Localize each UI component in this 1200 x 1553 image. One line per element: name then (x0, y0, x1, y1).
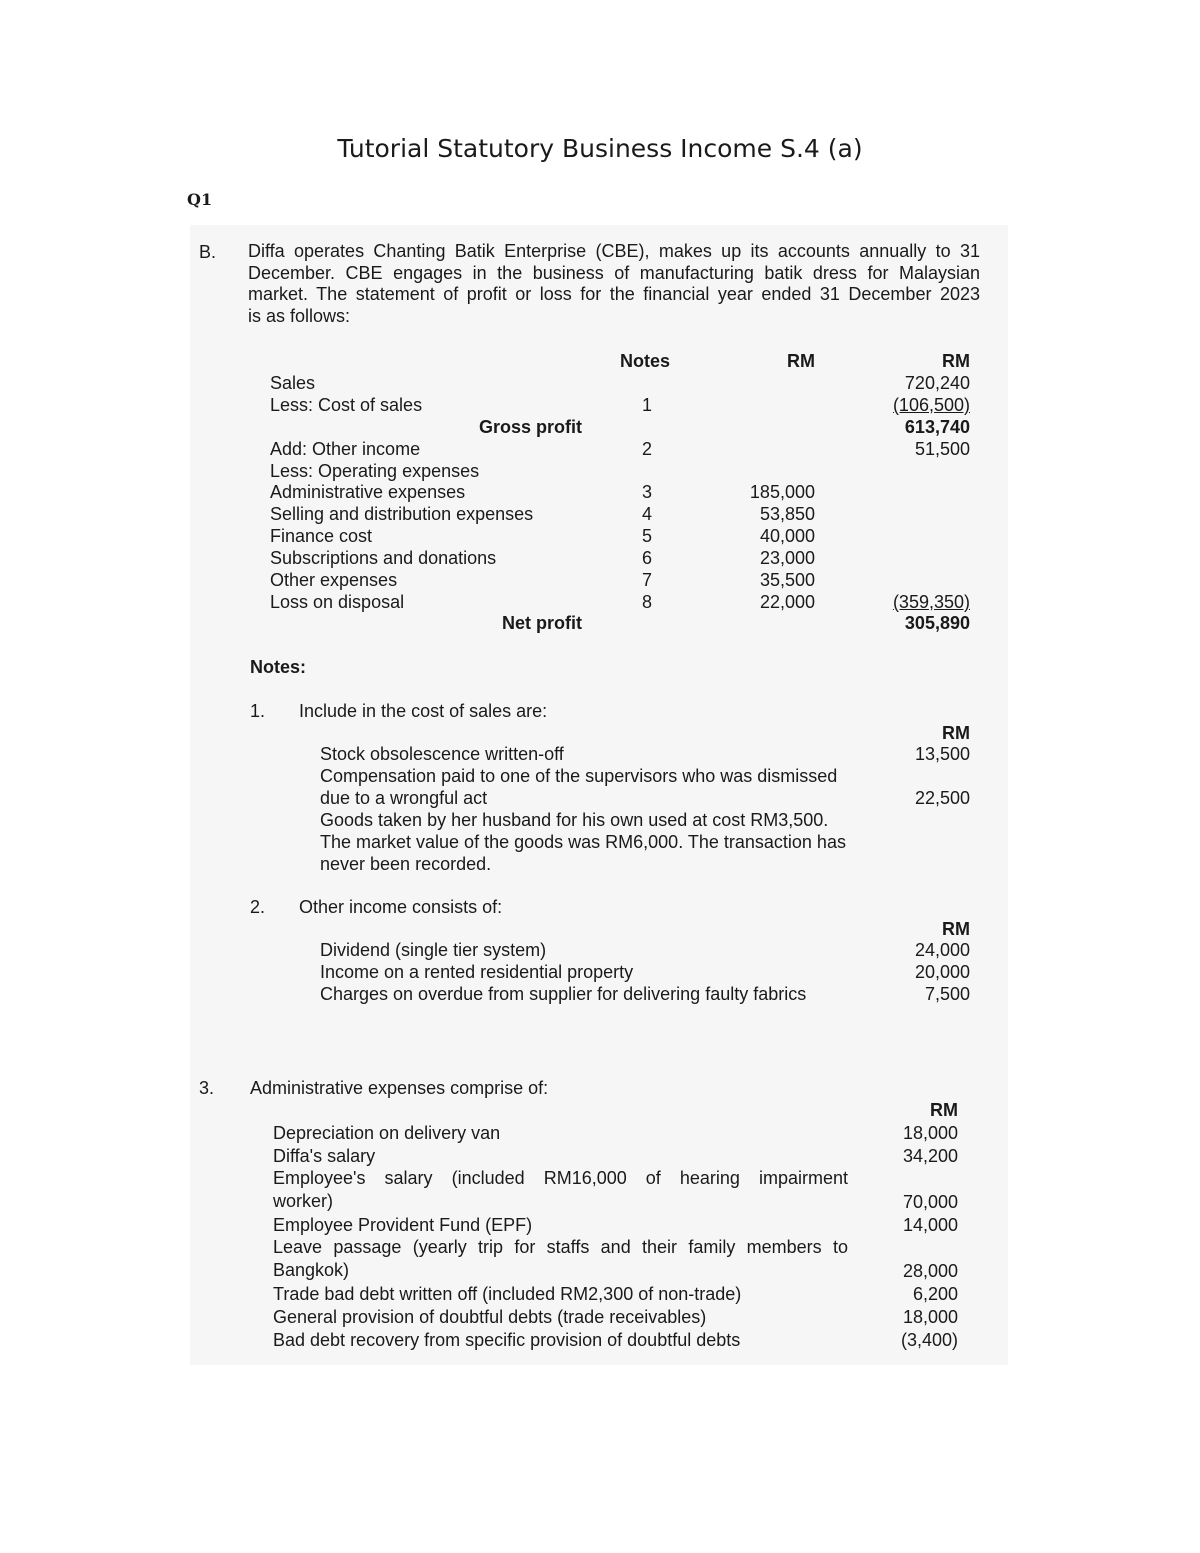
note-item-amount: 13,500 (914, 744, 970, 764)
statement-row-label: Sales (270, 373, 316, 393)
statement-row-amount: (106,500) (892, 395, 970, 415)
statement-row-note: 1 (642, 395, 653, 415)
note-item-line: Leave passage (yearly trip for staffs and their family members to (273, 1237, 848, 1257)
section-letter: B. (199, 242, 217, 262)
statement-row-label: Loss on disposal (270, 592, 405, 612)
rm-column-header: RM (942, 919, 970, 939)
note-item-amount: 28,000 (902, 1261, 958, 1281)
note-item-label: Employee Provident Fund (EPF) (273, 1215, 533, 1235)
note-item-label: The market value of the goods was RM6,000. The transaction has (320, 832, 846, 852)
intro-line: is as follows: (248, 305, 351, 326)
note-item-label: Charges on overdue from supplier for delivering faulty fabrics (320, 984, 807, 1004)
statement-row-note: 3 (642, 482, 653, 502)
note-item-label: Goods taken by her husband for his own used at cost RM3,500. (320, 810, 829, 830)
note-item-label (273, 1237, 848, 1282)
note-item-label (273, 1168, 848, 1213)
rm-column-header: RM (787, 351, 815, 371)
note-item-label: due to a wrongful act (320, 788, 488, 808)
note-item-label: Stock obsolescence written-off (320, 744, 564, 764)
note-item-label: General provision of doubtful debts (trade receivables) (273, 1307, 707, 1327)
statement-row-note: 2 (642, 439, 653, 459)
note-item-label: Bad debt recovery from specific provision of doubtful debts (273, 1330, 741, 1350)
rm-column-header: RM (942, 351, 970, 371)
statement-row-note: 6 (642, 548, 653, 568)
intro-line: Diffa operates Chanting Batik Enterprise (CBE), makes up its accounts annually to 31 (248, 241, 980, 261)
note-item-line: Bangkok) (273, 1259, 350, 1280)
note-item-amount: 7,500 (924, 984, 970, 1004)
statement-row-label: Add: Other income (270, 439, 421, 459)
statement-row-value: 35,500 (759, 570, 815, 590)
note-item-label: Diffa's salary (273, 1146, 376, 1166)
page-title: Tutorial Statutory Business Income S.4 (a) (337, 134, 863, 163)
note-item-label: Income on a rented residential property (320, 962, 634, 982)
note-heading: Administrative expenses comprise of: (250, 1078, 549, 1098)
statement-row-label: Net profit (502, 613, 582, 633)
note-heading: Other income consists of: (299, 897, 503, 917)
note-heading: Include in the cost of sales are: (299, 701, 548, 721)
notes-heading: Notes: (250, 657, 307, 677)
statement-row-amount: 305,890 (904, 613, 970, 633)
statement-row-amount: 51,500 (914, 439, 970, 459)
statement-row-value: 185,000 (749, 482, 815, 502)
note-item-amount: 70,000 (902, 1192, 958, 1212)
rm-column-header: RM (930, 1100, 958, 1120)
statement-row-label: Administrative expenses (270, 482, 466, 502)
note-item-amount: 24,000 (914, 940, 970, 960)
intro-line: December. CBE engages in the business of manufacturing batik dress for Malaysian (248, 262, 980, 283)
note-item-label: Dividend (single tier system) (320, 940, 547, 960)
statement-row-amount: 720,240 (904, 373, 970, 393)
statement-row-value: 23,000 (759, 548, 815, 568)
note-item-label: Trade bad debt written off (included RM2,300 of non-trade) (273, 1284, 742, 1304)
intro-line: market. The statement of profit or loss for the financial year ended 31 December 2023 (248, 284, 980, 304)
note-item-amount: 18,000 (902, 1307, 958, 1327)
notes-column-header: Notes (620, 351, 671, 371)
question-label: Q1 (187, 190, 213, 209)
statement-row-amount: (359,350) (892, 592, 970, 612)
statement-row-note: 4 (642, 504, 653, 524)
statement-row-label: Less: Operating expenses (270, 461, 480, 481)
statement-row-label: Gross profit (478, 417, 582, 437)
note-item-amount: 22,500 (914, 788, 970, 808)
statement-row-label: Selling and distribution expenses (270, 504, 534, 524)
statement-row-note: 8 (642, 592, 653, 612)
statement-row-label: Other expenses (270, 570, 398, 590)
note-item-amount: 34,200 (902, 1146, 958, 1166)
note-item-amount: 20,000 (914, 962, 970, 982)
statement-row-note: 5 (642, 526, 653, 546)
note-item-amount: 18,000 (902, 1123, 958, 1143)
statement-row-label: Finance cost (270, 526, 373, 546)
note-item-label: Depreciation on delivery van (273, 1123, 501, 1143)
note-item-amount: 6,200 (912, 1284, 958, 1304)
statement-row-label: Subscriptions and donations (270, 548, 497, 568)
note-item-amount: 14,000 (902, 1215, 958, 1235)
statement-row-value: 40,000 (759, 526, 815, 546)
note-number: 3. (199, 1078, 215, 1098)
note-item-line: Employee's salary (included RM16,000 of hearing impairment (273, 1168, 848, 1188)
note-item-line: worker) (273, 1190, 334, 1211)
statement-row-value: 22,000 (759, 592, 815, 612)
intro-paragraph (248, 241, 980, 327)
statement-row-value: 53,850 (759, 504, 815, 524)
statement-row-label: Less: Cost of sales (270, 395, 423, 415)
note-number: 1. (250, 701, 266, 721)
statement-row-amount: 613,740 (904, 417, 970, 437)
note-item-label: never been recorded. (320, 854, 492, 874)
rm-column-header: RM (942, 723, 970, 743)
note-item-label: Compensation paid to one of the supervisors who was dismissed (320, 766, 838, 786)
note-number: 2. (250, 897, 266, 917)
note-item-amount: (3,400) (900, 1330, 958, 1350)
statement-row-note: 7 (642, 570, 653, 590)
